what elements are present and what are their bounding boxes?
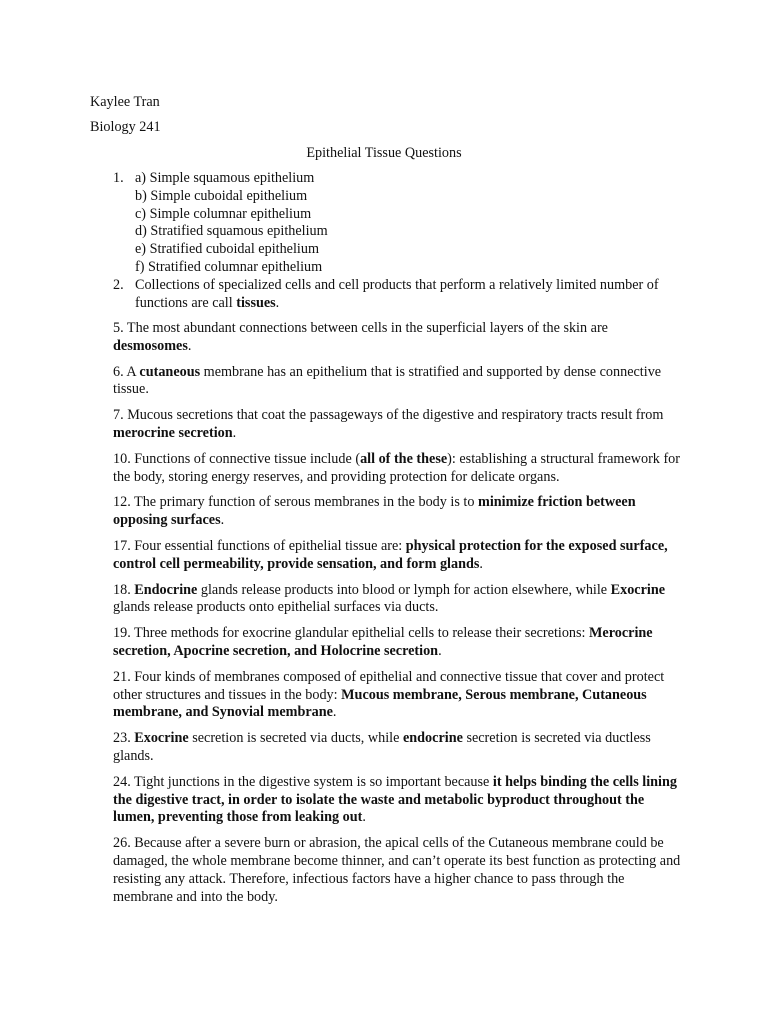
bold-text-run: it helps binding the cells lining the digestive tract, in order to isolate the waste and metabolic byproduct throughout the lumen, preventing those from leaking out: [113, 773, 677, 826]
text-run: 19. Three methods for exocrine glandular epithelial cells to release their secretions:: [113, 625, 590, 642]
text-run: .: [187, 337, 192, 354]
text-run: 26. Because after a severe burn or abrasion, the apical cells of the Cutaneous membrane could be damaged, the whole membrane become thinner, and can’t operate its best function as protecting and resisting any attack. Therefore, infectious factors have a higher chance to pass through the membrane and into the body.: [113, 835, 681, 905]
bold-text-run: Exocrine: [134, 730, 189, 747]
answer-paragraph: [113, 320, 681, 356]
answer-paragraph: [113, 730, 681, 766]
bold-text-run: cutaneous: [139, 363, 201, 380]
numbered-list: [113, 170, 683, 312]
answer-paragraph: [113, 538, 681, 574]
bold-text-run: all of the these: [360, 450, 448, 467]
answer-paragraph: [113, 494, 681, 530]
list-item-number: 1.: [113, 170, 124, 186]
answer-paragraph: [113, 625, 681, 661]
answer-paragraph: [113, 364, 681, 400]
text-run: .: [220, 512, 225, 529]
text-run: 18.: [113, 581, 135, 598]
text-run: 12. The primary function of serous membranes in the body is to: [113, 494, 478, 511]
bold-text-run: Exocrine: [610, 581, 666, 598]
text-run: 17. Four essential functions of epithelial tissue are:: [113, 537, 406, 554]
bold-text-run: merocrine secretion: [113, 424, 233, 441]
answer-paragraph: [113, 407, 681, 443]
list-item-line: c) Simple columnar epithelium: [135, 205, 312, 222]
text-run: 24. Tight junctions in the digestive system is so important because: [113, 773, 493, 790]
list-item-line: f) Stratified columnar epithelium: [135, 258, 323, 275]
bold-text-run: physical protection for the exposed surface, control cell permeability, provide sensation, and form glands: [113, 537, 668, 572]
bold-text-run: Endocrine: [134, 581, 198, 598]
course-name: Biology 241: [90, 119, 161, 135]
list-item-number: 2.: [113, 276, 124, 293]
list-item: [113, 277, 683, 313]
bold-text-run: Merocrine secretion, Apocrine secretion, and Holocrine secretion: [113, 625, 653, 659]
text-run: glands release products into blood or lymph for action elsewhere, while: [197, 581, 611, 598]
document-title: Epithelial Tissue Questions: [306, 145, 462, 161]
text-run: 23.: [113, 730, 135, 747]
text-run: 6. A: [113, 363, 140, 380]
text-run: membrane has an epithelium that is stratified and supported by dense connective tissue.: [113, 363, 662, 398]
bold-text-run: endocrine: [402, 730, 463, 747]
text-run: secretion is secreted via ductless glands.: [113, 730, 651, 764]
list-item-line: e) Stratified cuboidal epithelium: [135, 241, 319, 258]
text-run: 10. Functions of connective tissue include (: [113, 450, 361, 467]
answer-paragraph: [113, 451, 681, 487]
bold-text-run: tissues: [236, 294, 276, 311]
text-run: ): establishing a structural framework for the body, storing energy reserves, and providing protection for delicate organs.: [113, 450, 680, 485]
list-item-body: [135, 277, 683, 313]
text-run: .: [332, 704, 337, 721]
list-item-line: b) Simple cuboidal epithelium: [135, 187, 308, 204]
text-run: 21. Four kinds of membranes composed of epithelial and connective tissue that cover and protect other structures and tissues in the body:: [113, 668, 665, 703]
text-run: .: [232, 424, 237, 441]
text-run: .: [438, 642, 442, 659]
list-item-line: a) Simple squamous epithelium: [135, 170, 315, 186]
list-item: [113, 170, 683, 277]
text-run: .: [275, 294, 280, 311]
text-run: .: [479, 555, 483, 572]
bold-text-run: Mucous membrane, Serous membrane, Cutaneous membrane, and Synovial membrane: [113, 686, 647, 721]
list-item-line: d) Stratified squamous epithelium: [135, 223, 328, 240]
answer-paragraph: [113, 582, 681, 618]
answer-paragraph: [113, 835, 681, 906]
answer-paragraph: [113, 774, 681, 827]
answer-paragraphs: [113, 320, 681, 914]
bold-text-run: desmosomes: [113, 337, 188, 354]
bold-text-run: minimize friction between opposing surfaces: [113, 494, 636, 529]
text-run: 7. Mucous secretions that coat the passageways of the digestive and respiratory tracts result from: [113, 407, 664, 424]
text-run: 5. The most abundant connections between cells in the superficial layers of the skin are: [113, 320, 608, 336]
text-run: .: [362, 809, 366, 826]
text-run: glands release products onto epithelial surfaces via ducts.: [113, 599, 439, 616]
author-name: Kaylee Tran: [90, 94, 160, 110]
list-item-body: [135, 170, 683, 277]
answer-paragraph: [113, 669, 681, 722]
text-run: secretion is secreted via ducts, while: [188, 730, 403, 747]
text-run: Collections of specialized cells and cell products that perform a relatively limited number of functions are call: [135, 276, 659, 311]
